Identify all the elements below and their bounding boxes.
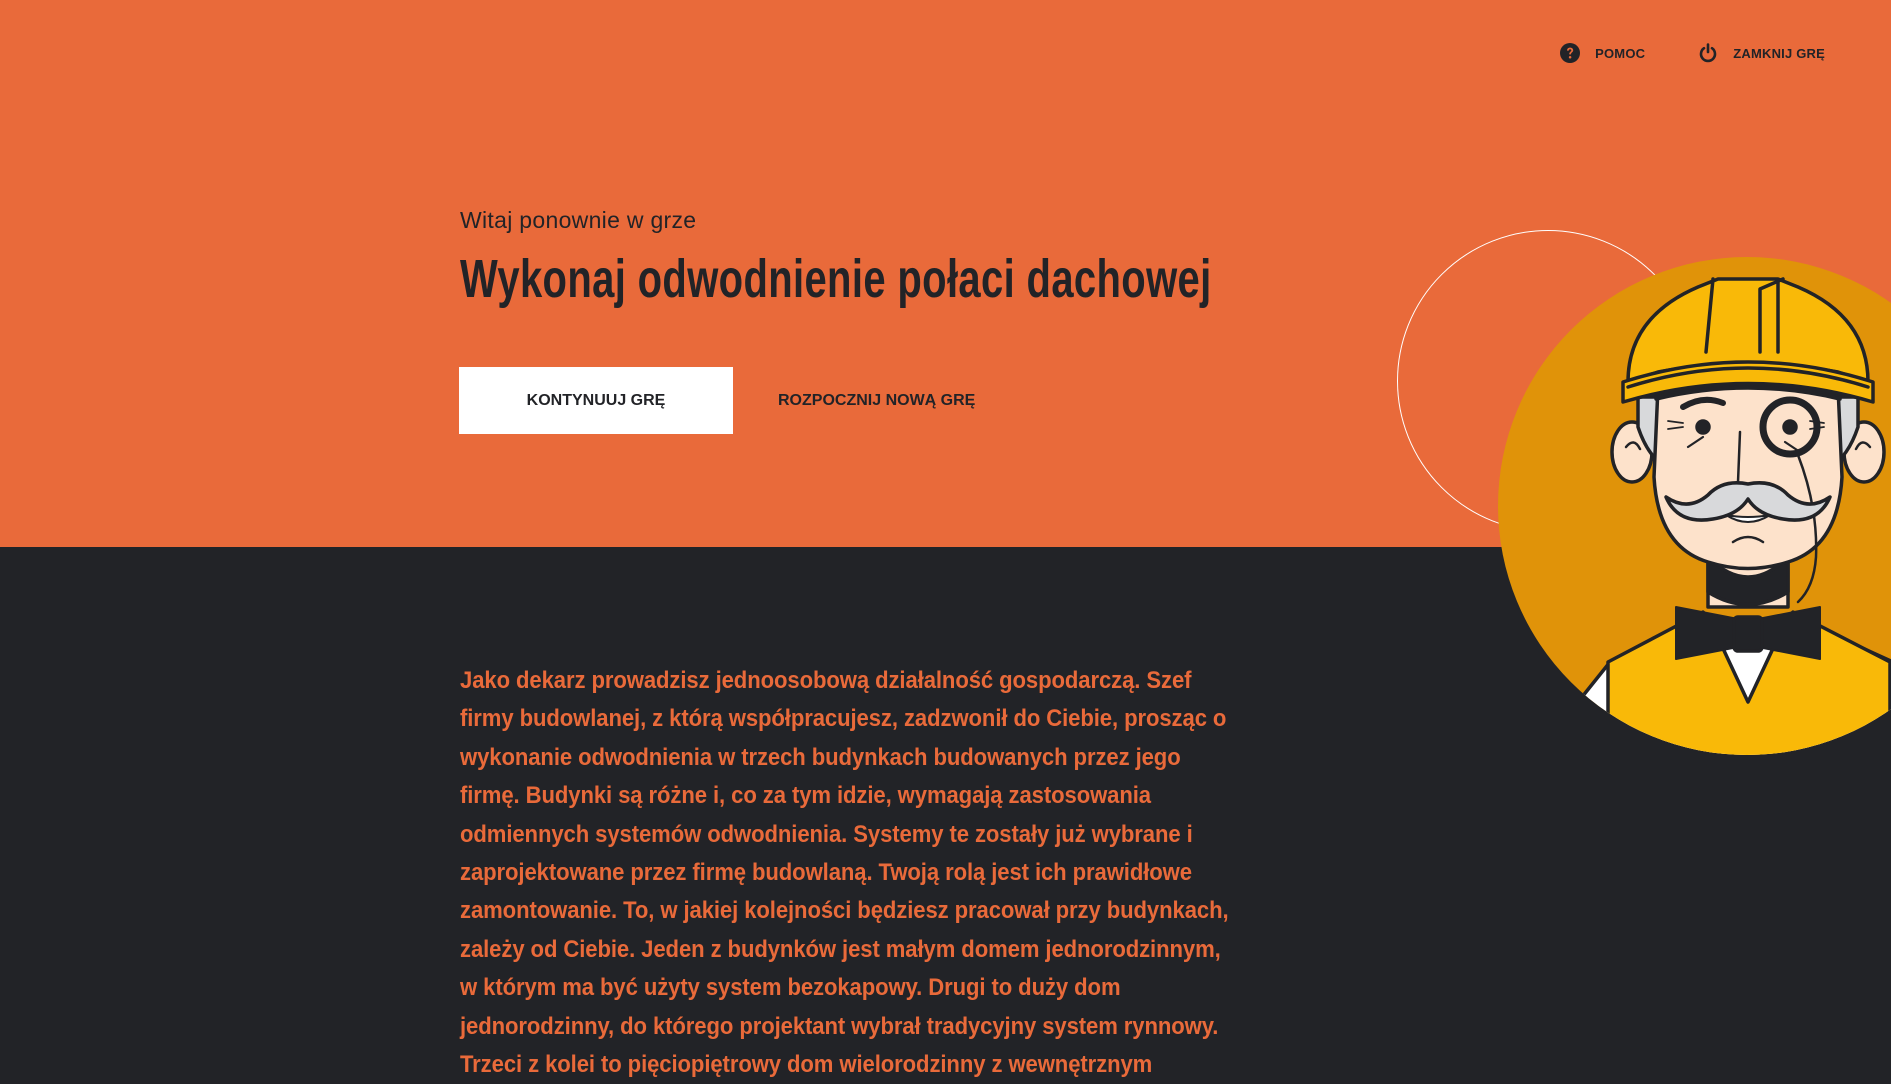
page-title: Wykonaj odwodnienie połaci dachowej: [460, 249, 1212, 309]
close-game-label: ZAMKNIJ GRĘ: [1733, 45, 1825, 61]
intro-line: jednorodzinny, do którego projektant wybrał tradycyjny system rynnowy.: [460, 1012, 1219, 1040]
action-buttons: [459, 367, 975, 434]
close-game-button[interactable]: [1697, 42, 1825, 64]
intro-line: w którym ma być użyty system bezokapowy. Drugi to duży dom: [460, 974, 1121, 1002]
power-icon: [1697, 42, 1719, 64]
continue-game-button[interactable]: KONTYNUUJ GRĘ: [459, 367, 733, 434]
question-circle-icon: [1559, 42, 1581, 64]
intro-paragraph: [460, 662, 1330, 1084]
intro-line: zależy od Ciebie. Jeden z budynków jest małym domem jednorodzinnym,: [460, 935, 1221, 963]
intro-line: Trzeci z kolei to pięciopiętrowy dom wielorodzinny z wewnętrznym: [460, 1051, 1153, 1079]
help-button[interactable]: [1559, 42, 1645, 64]
help-label: POMOC: [1595, 45, 1646, 61]
intro-line: odmiennych systemów odwodnienia. Systemy te zostały już wybrane i: [460, 820, 1193, 848]
intro-line: Jako dekarz prowadzisz jednoosobową działalność gospodarczą. Szef: [460, 667, 1192, 694]
intro-line: zaprojektowane przez firmę budowlaną. Twoją rolą jest ich prawidłowe: [460, 859, 1192, 887]
intro-line: firmę. Budynki są różne i, co za tym idzie, wymagają zastosowania: [460, 782, 1151, 810]
top-navigation: [1559, 41, 1825, 65]
intro-line: firmy budowlanej, z którą współpracujesz, zadzwonił do Ciebie, prosząc o: [460, 705, 1227, 733]
new-game-button[interactable]: ROZPOCZNIJ NOWĄ GRĘ: [778, 367, 975, 434]
intro-line: wykonanie odwodnienia w trzech budynkach budowanych przez jego: [460, 743, 1181, 771]
intro-line: zamontowanie. To, w jakiej kolejności będziesz pracował przy budynkach,: [460, 897, 1229, 925]
welcome-subtitle: Witaj ponownie w grze: [460, 207, 697, 233]
roofer-illustration: [1498, 257, 1891, 755]
